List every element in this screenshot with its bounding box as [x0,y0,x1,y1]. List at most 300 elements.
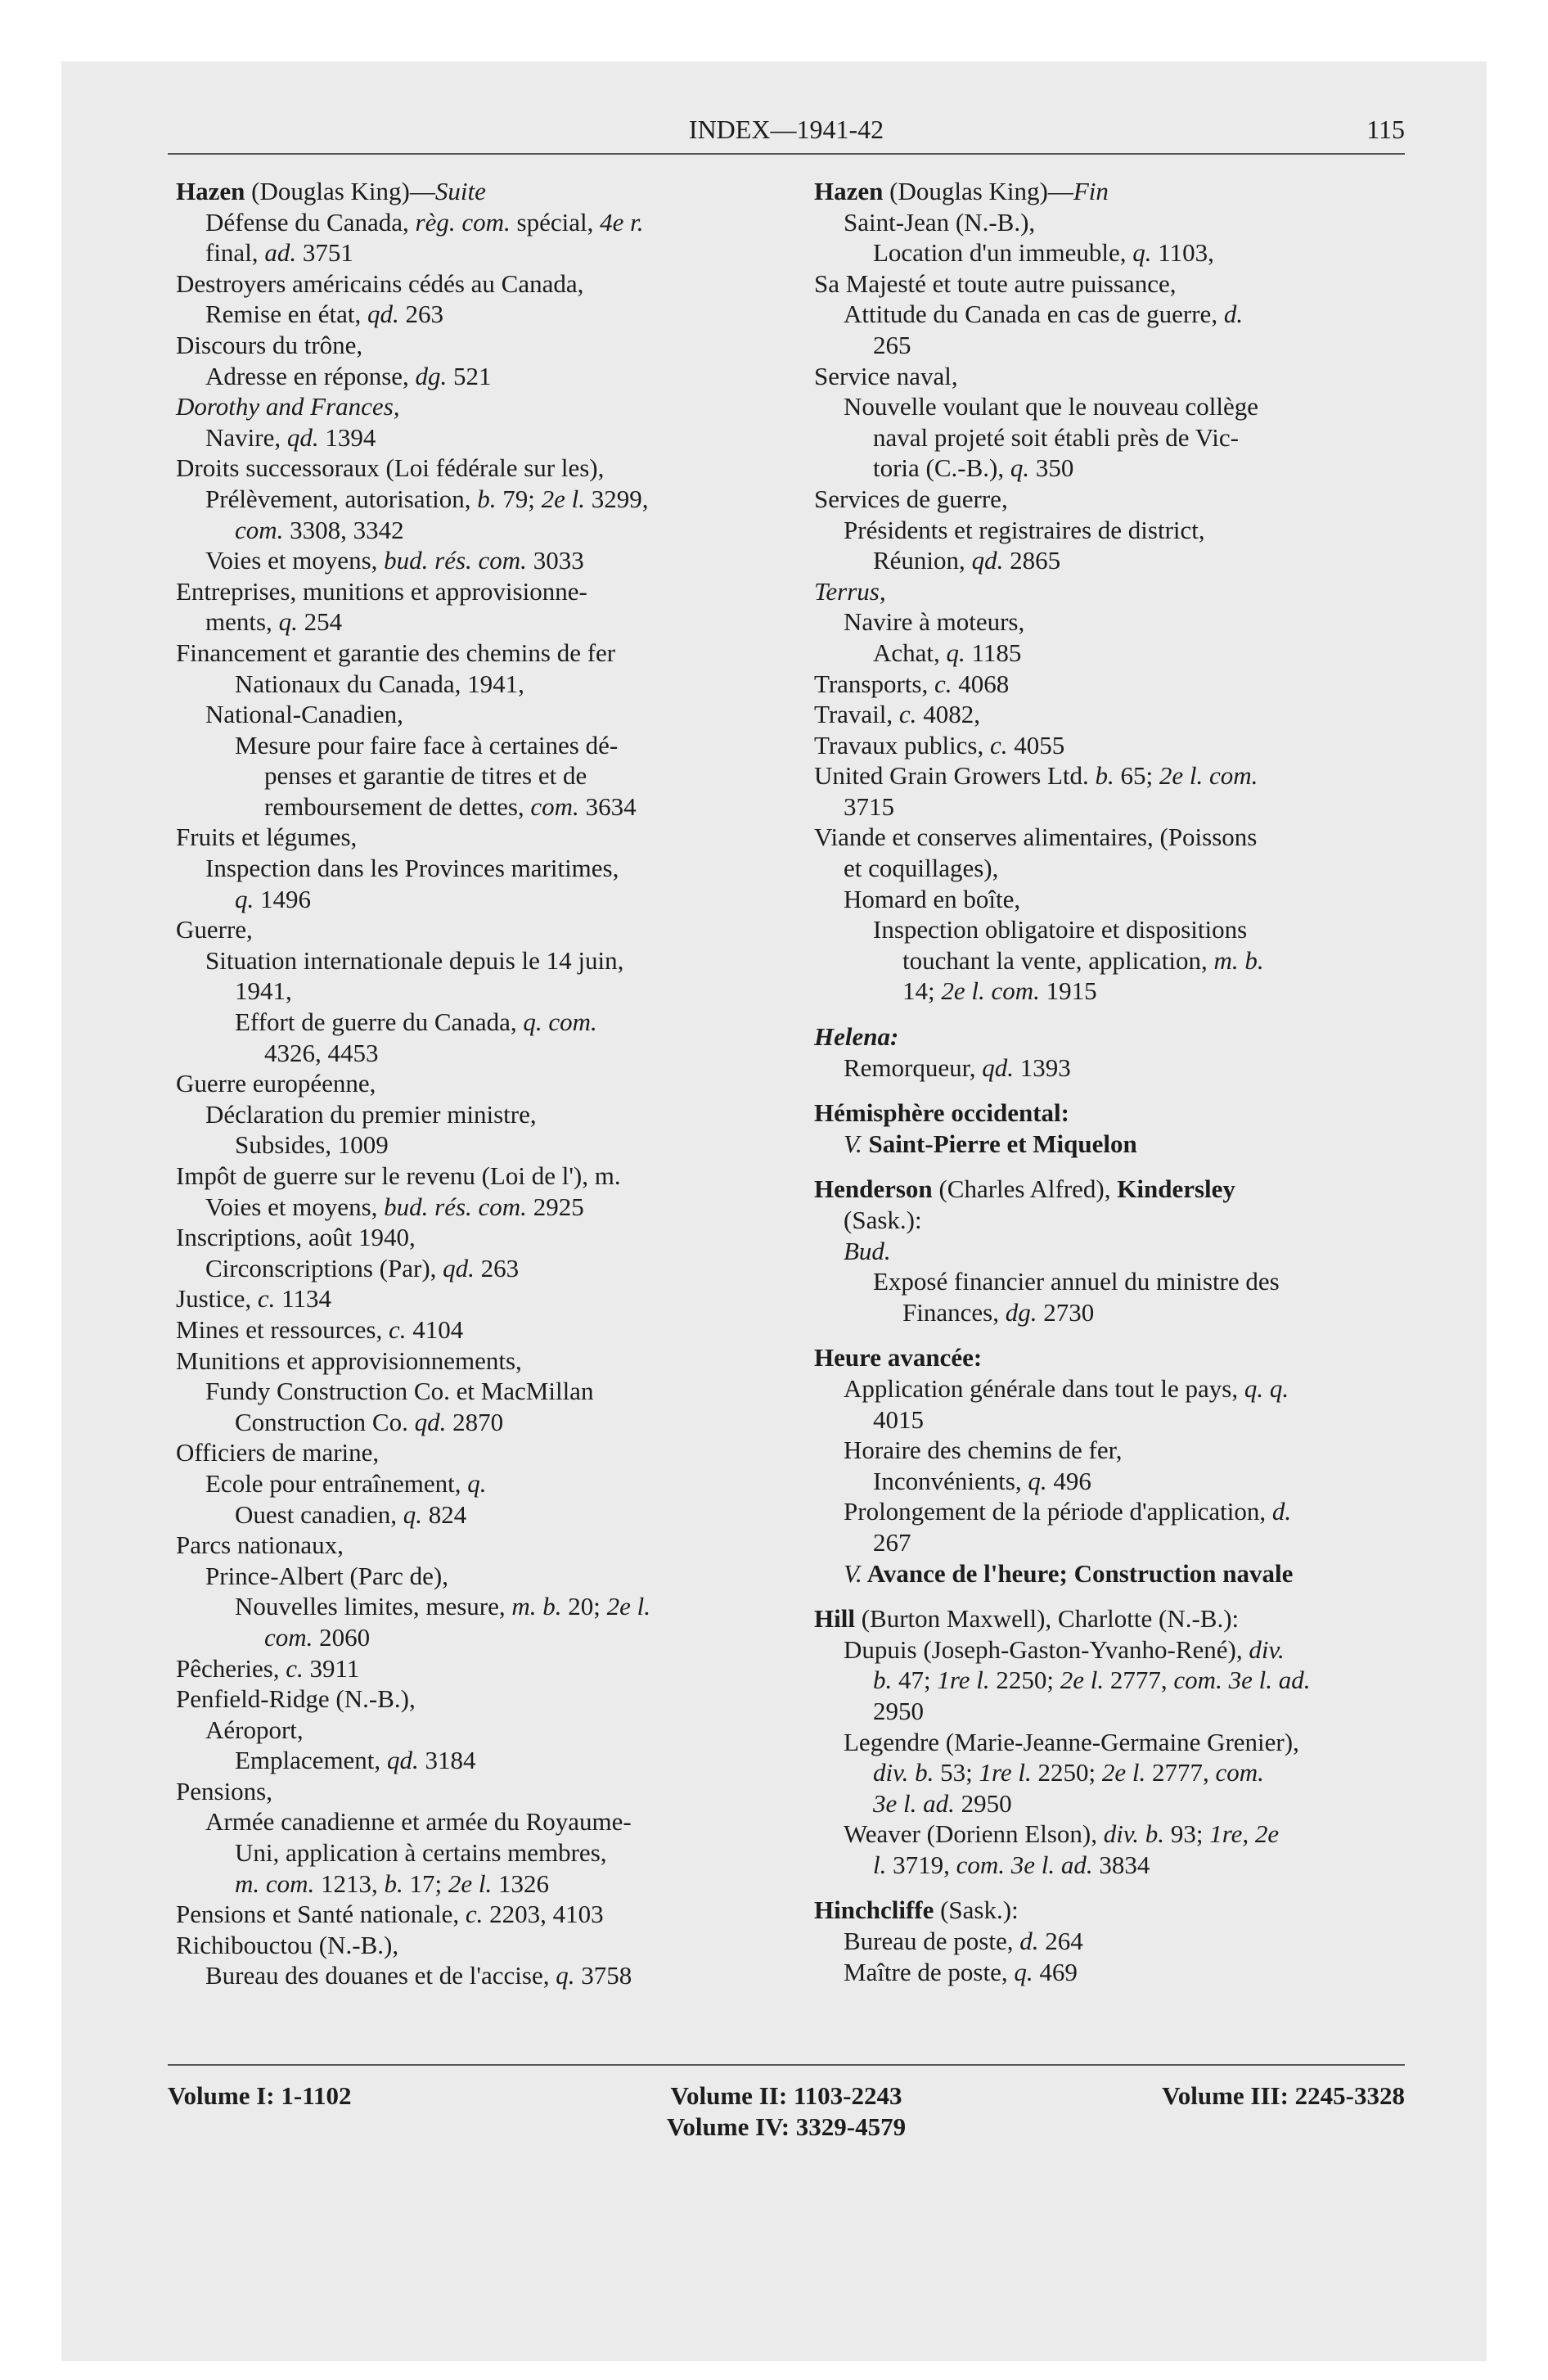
index-entry-line [814,391,1403,422]
index-entry-line [176,1468,798,1499]
entry-segment: com. 3e l. ad. [956,1850,1093,1879]
entry-segment: m. b. [1213,945,1264,975]
index-entry-line [814,1174,1403,1205]
index-page [61,61,1487,2361]
index-entry-line [176,1715,798,1746]
entry-segment: penses et garantie de titres et de [264,761,587,791]
entry-segment: 3033 [526,546,584,575]
entry-segment: Parcs nationaux, [176,1530,344,1560]
entry-segment: V. [844,1129,862,1158]
entry-segment: Service naval, [814,361,958,390]
entry-segment: 2e l. [448,1868,493,1898]
entry-segment: 1213, [314,1868,385,1898]
entry-segment: Prolongement de la période d'application, [844,1497,1272,1526]
entry-segment: Sa Majesté et toute autre puissance, [814,268,1177,298]
entry-segment: V. [844,1558,862,1588]
entry-segment: q. [467,1468,487,1498]
entry-segment: Navire à moteurs, [844,607,1025,637]
entry-segment: remboursement de dettes, [264,791,531,821]
entry-segment: Inscriptions, août 1940, [176,1223,416,1252]
index-entry-line [814,1603,1403,1634]
entry-segment: 2250; [1031,1758,1102,1787]
entry-segment: United Grain Growers Ltd. [814,761,1096,791]
entry-segment: 1134 [275,1284,331,1314]
entry-segment: National-Canadien, [205,700,403,729]
entry-segment: Officiers de marine, [176,1438,380,1467]
index-entry-line [814,1496,1403,1527]
entry-segment: Dorothy and Frances, [176,392,400,421]
entry-segment: Legendre (Marie-Jeanne-Germaine Grenier), [844,1727,1299,1756]
entry-segment: Saint-Jean (N.-B.), [844,207,1036,237]
entry-segment: com. 3e l. ad. [1173,1666,1311,1695]
entry-segment: Attitude du Canada en cas de guerre, [844,300,1224,329]
entry-segment: q. [403,1499,422,1529]
index-entry-line [176,1038,798,1069]
index-entry-line [176,176,798,207]
entry-segment: 2777, [1104,1666,1174,1695]
entry-segment: 1re l. [937,1666,990,1695]
index-entry-line [814,699,1403,730]
index-entry-line [814,1266,1403,1297]
entry-segment: Kindersley [1117,1174,1235,1204]
entry-segment: Hazen [814,177,884,205]
entry-segment: 1326 [492,1868,550,1898]
entry-segment: Voies et moyens, [205,1192,385,1221]
entry-segment: Fruits et légumes, [176,823,358,852]
index-entry-line [176,1068,798,1099]
entry-segment: qd. [982,1053,1014,1082]
entry-segment: Travail, [814,700,899,729]
entry-segment: 1915 [1039,976,1097,1006]
entry-segment: qd. [971,546,1004,575]
entry-segment: Hinchcliffe [814,1895,934,1925]
entry-segment: c. [898,700,917,729]
entry-segment: et coquillages), [844,854,999,883]
entry-segment: touchant la vente, application, [902,945,1214,975]
index-entry-line [176,1437,798,1468]
entry-segment: Dupuis (Joseph-Gaston-Yvanho-René), [844,1634,1249,1664]
index-entry-line [176,884,798,915]
entry-segment: q. [1010,453,1030,483]
entry-segment: 2e l. [541,484,586,513]
entry-segment: Achat, [873,638,947,667]
entry-segment: Inspection obligatoire et dispositions [873,915,1248,944]
index-entry-line [176,268,798,300]
index-entry-line [176,1745,798,1776]
index-entry-line [814,1696,1403,1727]
index-entry-line [176,422,798,453]
entry-segment: qd. [414,1407,447,1436]
entry-segment: 2e l. com. [1159,761,1258,791]
entry-segment: (Sask.): [934,1895,1019,1925]
entry-segment: d. [1271,1497,1292,1526]
entry-segment: 2e l. [1101,1758,1146,1787]
entry-segment: Destroyers américains cédés au Canada, [176,268,584,298]
index-entry-line [814,976,1403,1007]
entry-segment: b. [384,1868,403,1898]
entry-segment: toria (C.-B.), [873,453,1010,483]
entry-segment: q. [1014,1957,1033,1986]
entry-segment: q. [1132,238,1152,268]
index-entry-line [176,1806,798,1837]
index-entry-line [176,1837,798,1868]
entry-segment: Effort de guerre du Canada, [235,1007,524,1037]
entry-segment: Richibouctou (N.-B.), [176,1930,399,1959]
entry-segment: 3308, 3342 [283,515,404,544]
entry-segment: 2925 [526,1192,584,1221]
index-entry-line [814,1957,1403,1988]
entry-segment: Pensions et Santé nationale, [176,1900,466,1929]
entry-segment: q. com. [523,1007,597,1037]
index-entry-line [814,1466,1403,1497]
entry-segment: Heure avancée: [814,1343,983,1373]
index-entry-line [176,545,798,576]
entry-segment: q. [1028,1466,1047,1495]
right-column [814,176,1403,1987]
header-rule [168,153,1405,155]
entry-segment: ments, [205,607,279,637]
index-entry-line [814,299,1403,330]
entry-segment: (Burton Maxwell), Charlotte (N.-B.): [854,1604,1240,1634]
index-entry-line [814,822,1403,853]
entry-segment: dg. [415,361,448,390]
entry-segment: b. [873,1666,893,1695]
entry-segment: 2865 [1003,546,1061,575]
index-entry-line [176,453,798,484]
entry-segment: Avance de l'heure; Construction navale [862,1558,1294,1588]
entry-segment: Navire, [205,422,287,452]
index-entry-line [176,699,798,730]
entry-segment: Impôt de guerre sur le revenu (Loi de l'), m. [176,1161,621,1190]
entry-segment: Mines et ressources, [176,1314,389,1344]
entry-segment: Munitions et approvisionnements, [176,1346,522,1375]
entry-segment: Construction Co. [235,1407,415,1436]
index-entry-line [176,853,798,884]
entry-segment: c. [286,1653,304,1683]
entry-segment: 4055 [1007,730,1065,760]
index-entry-line [176,1684,798,1715]
volume-4-range: Volume IV: 3329-4579 [666,2112,907,2141]
index-entry-line [814,1129,1403,1160]
entry-segment: div. b. [1103,1819,1165,1849]
entry-segment: 824 [421,1499,467,1529]
entry-segment: Subsides, 1009 [235,1130,389,1160]
entry-segment: Guerre européenne, [176,1069,376,1098]
index-entry-line [814,1342,1403,1373]
entry-segment: 3719, [886,1850,956,1879]
index-entry-line [176,730,798,761]
index-entry-line [814,606,1403,638]
entry-segment: 2e l. [606,1592,650,1621]
entry-segment: Déclaration du premier ministre, [205,1099,537,1129]
entry-segment: Exposé financier annuel du ministre des [873,1267,1280,1296]
entry-segment: b. [477,484,497,513]
index-entry-line [176,791,798,823]
entry-segment: 2e l. com. [941,976,1040,1006]
entry-segment: Financement et garantie des chemins de fer [176,638,616,667]
entry-segment: Circonscriptions (Par), [205,1253,443,1282]
entry-segment: Guerre, [176,915,253,944]
entry-segment: Maître de poste, [844,1957,1015,1986]
entry-segment: 3715 [844,791,894,821]
entry-segment: l. [873,1850,887,1879]
index-entry-line [814,760,1403,791]
entry-segment: Horaire des chemins de fer, [844,1436,1123,1465]
entry-segment: 3751 [296,238,353,268]
entry-segment: Situation internationale depuis le 14 juin, [205,945,624,975]
entry-segment: Weaver (Dorienn Elson), [844,1819,1104,1849]
entry-segment: 267 [873,1527,911,1557]
entry-segment: qd. [443,1253,475,1282]
entry-segment: 2203, 4103 [483,1900,604,1929]
entry-segment: 3e l. ad. [873,1788,955,1818]
entry-segment: 3634 [578,791,637,821]
index-entry-line [814,515,1403,546]
index-entry-line [814,484,1403,515]
index-entry-line [814,1297,1403,1328]
entry-segment: Ouest canadien, [235,1499,403,1529]
entry-segment: b. [1095,761,1114,791]
entry-segment: 3911 [303,1653,360,1683]
entry-segment: Réunion, [873,546,972,575]
entry-segment: com. [530,791,579,821]
entry-segment: 1185 [965,638,1022,667]
entry-segment: règ. com. [415,207,511,237]
entry-segment: 1re, 2e [1209,1819,1280,1849]
entry-segment: Hill [814,1604,855,1634]
index-entry-line [814,1819,1403,1850]
index-entry-line [814,1373,1403,1404]
index-entry-line [814,1850,1403,1881]
index-entry-line [814,1727,1403,1758]
index-entry-line [176,484,798,515]
entry-segment: Adresse en réponse, [205,361,416,390]
entry-segment: 79; [496,484,542,513]
entry-segment: Emplacement, [235,1746,387,1775]
index-entry-line [176,822,798,853]
index-entry-line [176,760,798,791]
entry-segment: 2060 [313,1622,371,1652]
index-entry-line [176,1346,798,1377]
entry-segment: Droits successoraux (Loi fédérale sur les), [176,453,605,483]
entry-segment: 265 [873,330,911,359]
index-entry-line [814,268,1403,300]
index-entry-line [176,1314,798,1346]
entry-segment: Inconvénients, [873,1466,1028,1495]
entry-segment: 14; [902,976,942,1006]
entry-segment: 264 [1038,1927,1083,1956]
index-entry-line [814,1895,1403,1926]
entry-segment: Voies et moyens, [205,546,385,575]
index-entry-line [176,669,798,700]
entry-segment: 4082, [916,700,980,729]
entry-segment: Location d'un immeuble, [873,238,1133,268]
entry-segment: Uni, application à certains membres, [235,1838,607,1868]
index-entry-line [176,606,798,638]
index-entry-line [814,1757,1403,1788]
index-entry-line [814,422,1403,453]
entry-segment: Remise en état, [205,300,367,329]
index-entry-line [176,1960,798,1991]
entry-segment: 93; [1164,1819,1210,1849]
index-entry-line [814,1098,1403,1129]
entry-segment: com. [1215,1758,1264,1787]
entry-segment: Nouvelle voulant que le nouveau collège [844,392,1259,421]
entry-segment: Prélèvement, autorisation, [205,484,478,513]
index-entry-line [814,1236,1403,1267]
entry-segment: Mesure pour faire face à certaines dé- [235,730,619,760]
index-entry-line [176,330,798,361]
entry-segment: c. [990,730,1008,760]
entry-segment: 65; [1114,761,1159,791]
index-entry-line [176,1192,798,1223]
index-entry-line [814,237,1403,268]
entry-segment: 496 [1046,1466,1091,1495]
entry-segment: 521 [447,361,492,390]
left-column [176,176,798,1991]
entry-segment: Finances, [902,1297,1006,1327]
entry-segment: c. [389,1314,407,1344]
entry-segment: Prince-Albert (Parc de), [205,1561,448,1590]
entry-segment: q. [556,1961,575,1990]
entry-segment: Hémisphère occidental: [814,1098,1069,1128]
page-number: 115 [1366,115,1405,144]
entry-segment: Homard en boîte, [844,884,1021,913]
entry-segment: div. [1249,1634,1285,1664]
index-entry-line [176,391,798,422]
entry-segment: 469 [1033,1957,1078,1986]
entry-segment: 350 [1029,453,1074,483]
entry-segment: 2950 [954,1788,1012,1818]
entry-segment: Bud. [844,1236,891,1265]
entry-segment: 2730 [1037,1297,1095,1327]
index-entry-line [814,1021,1403,1053]
entry-segment: Nationaux du Canada, 1941, [235,669,524,698]
index-entry-line [814,730,1403,761]
entry-segment: Ecole pour entraînement, [205,1468,468,1498]
index-entry-line [814,453,1403,484]
entry-segment: spécial, [510,207,601,237]
index-entry-line [176,361,798,392]
index-entry-line [814,1404,1403,1436]
entry-segment: 254 [297,607,343,637]
index-entry-line [814,207,1403,238]
index-entry-line [176,1499,798,1530]
volume-2-range: Volume II: 1103-2243 [670,2081,902,2110]
index-entry-line [814,1205,1403,1236]
entry-segment: q. [278,607,298,637]
index-entry-line [176,1899,798,1930]
entry-segment: c. [465,1900,484,1929]
index-entry-line [176,299,798,330]
entry-segment: c. [934,669,952,698]
index-entry-line [176,1007,798,1038]
index-entry-line [176,638,798,669]
index-entry-line [176,207,798,238]
entry-segment: Justice, [176,1284,258,1314]
entry-segment: Hazen [176,177,245,205]
entry-segment: naval projeté soit établi près de Vic- [873,422,1239,452]
entry-segment: Bureau des douanes et de l'accise, [205,1961,556,1990]
index-entry-line [814,1788,1403,1819]
entry-segment: m. com. [235,1868,315,1898]
index-entry-line [814,914,1403,945]
entry-segment: Fin [1073,177,1109,205]
entry-segment: ad. [264,238,297,268]
entry-segment: 3299, [585,484,649,513]
entry-segment: qd. [367,300,399,329]
entry-segment: 1496 [254,884,311,913]
entry-segment: q. [235,884,254,913]
entry-segment: Bureau de poste, [844,1927,1020,1956]
entry-segment: 1941, [235,976,292,1006]
entry-segment: Services de guerre, [814,484,1008,513]
entry-segment: com. [264,1622,313,1652]
entry-segment: (Douglas King)— [245,177,435,205]
index-entry-line [176,945,798,976]
entry-segment: (Charles Alfred), [932,1174,1118,1204]
entry-segment: 4326, 4453 [264,1038,379,1067]
entry-segment: bud. rés. com. [384,546,527,575]
index-entry-line [176,1868,798,1900]
index-entry-line [814,361,1403,392]
index-entry-line [176,1653,798,1684]
index-entry-line [176,914,798,945]
entry-segment: Aéroport, [205,1715,304,1744]
entry-segment: 4104 [406,1314,464,1344]
index-entry-line [814,576,1403,607]
entry-segment: Présidents et registraires de district, [844,515,1205,544]
index-entry-line [176,576,798,607]
entry-segment: 3758 [574,1961,632,1990]
entry-segment: Armée canadienne et armée du Royaume- [205,1807,632,1837]
index-entry-line [176,976,798,1007]
index-entry-line [176,1283,798,1314]
index-entry-line [814,945,1403,976]
entry-segment: 53; [934,1758,979,1787]
index-entry-line [176,1222,798,1253]
entry-segment: 1103, [1151,238,1214,268]
entry-segment: 4015 [873,1404,924,1434]
entry-segment: Travaux publics, [814,730,990,760]
entry-segment: 2250; [989,1666,1060,1695]
entry-segment: com. [235,515,284,544]
index-entry-line [814,1665,1403,1696]
index-entry-line [814,1053,1403,1084]
entry-segment: 263 [474,1253,520,1282]
index-entry-line [814,638,1403,669]
entry-segment: qd. [386,1746,419,1775]
entry-segment: Nouvelles limites, mesure, [235,1592,512,1621]
entry-segment: c. [257,1284,276,1314]
entry-segment: Suite [434,177,486,205]
entry-segment: Remorqueur, [844,1053,983,1082]
index-entry-line [814,330,1403,361]
entry-segment: Fundy Construction Co. et MacMillan [205,1377,594,1406]
entry-segment: 47; [892,1666,938,1695]
index-entry-line [176,1407,798,1438]
entry-segment: 3834 [1092,1850,1150,1879]
index-entry-line [814,669,1403,700]
entry-segment: 2870 [446,1407,504,1436]
index-entry-line [176,1099,798,1130]
entry-segment: 1393 [1013,1053,1071,1082]
index-entry-line [176,1376,798,1407]
entry-segment: 2777, [1145,1758,1216,1787]
index-entry-line [814,1527,1403,1558]
entry-segment: Pêcheries, [176,1653,286,1683]
entry-segment: 4e r. [600,207,644,237]
